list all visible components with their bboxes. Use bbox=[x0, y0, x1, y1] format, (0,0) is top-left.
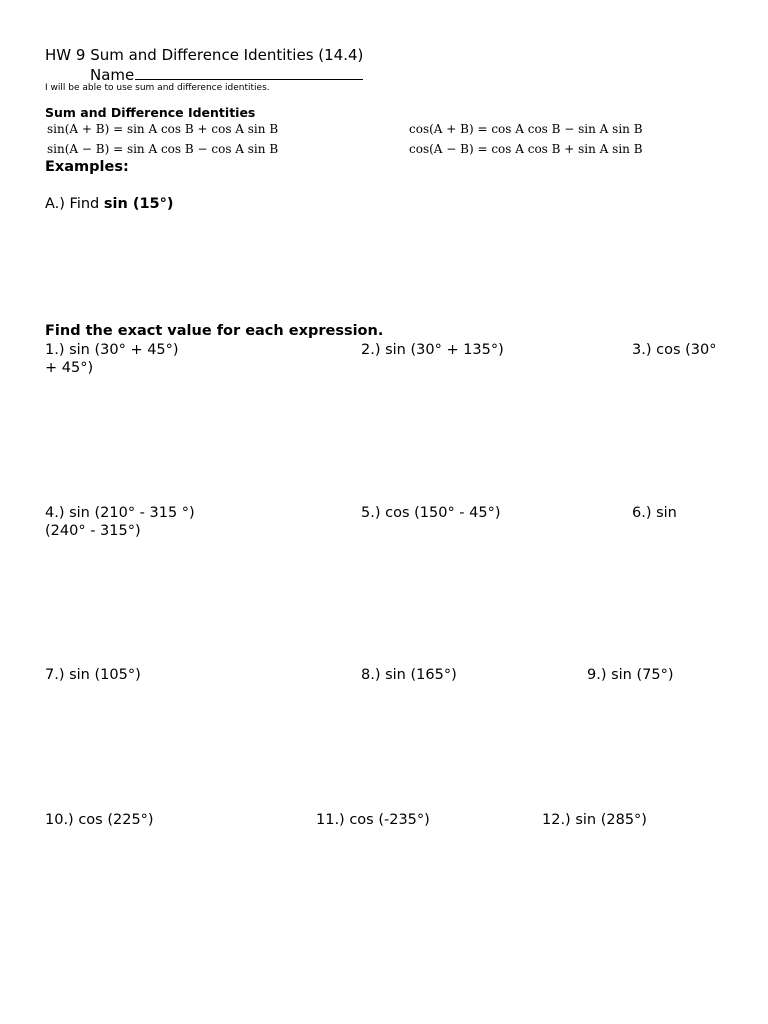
learning-objective: I will be able to use sum and difference identities. bbox=[45, 83, 270, 93]
formula-cos-sum: cos(A + B) = cos A cos B − sin A sin B bbox=[409, 122, 643, 136]
example-a-prefix: A.) Find bbox=[45, 196, 104, 212]
problem-9: 9.) sin (75°) bbox=[587, 667, 674, 683]
name-field[interactable] bbox=[90, 65, 363, 84]
problem-2: 2.) sin (30° + 135°) bbox=[361, 342, 504, 358]
formula-sin-difference: sin(A − B) = sin A cos B − cos A sin B bbox=[47, 142, 279, 156]
example-a bbox=[45, 196, 174, 212]
problem-6-continued: (240° - 315°) bbox=[45, 523, 141, 539]
problem-7: 7.) sin (105°) bbox=[45, 667, 141, 683]
problem-10: 10.) cos (225°) bbox=[45, 812, 154, 828]
formula-sin-sum: sin(A + B) = sin A cos B + cos A sin B bbox=[47, 122, 279, 136]
problem-12: 12.) sin (285°) bbox=[542, 812, 647, 828]
problem-3-line2: + 45°) bbox=[45, 360, 94, 376]
example-a-expression: sin (15°) bbox=[103, 196, 174, 212]
formula-cos-difference: cos(A − B) = cos A cos B + sin A sin B bbox=[409, 142, 643, 156]
problem-6: 6.) sin bbox=[632, 505, 677, 521]
examples-heading: Examples: bbox=[45, 159, 129, 175]
name-label: Name bbox=[90, 66, 135, 84]
worksheet-title: HW 9 Sum and Difference Identities (14.4) bbox=[45, 46, 364, 64]
identities-heading: Sum and Difference Identities bbox=[45, 105, 256, 120]
problem-11: 11.) cos (-235°) bbox=[316, 812, 430, 828]
problem-1: 1.) sin (30° + 45°) bbox=[45, 342, 179, 358]
name-blank-line[interactable] bbox=[135, 65, 363, 80]
problem-8: 8.) sin (165°) bbox=[361, 667, 457, 683]
problems-instructions: Find the exact value for each expression. bbox=[45, 323, 384, 339]
problem-4: 4.) sin (210° - 315 °) bbox=[45, 505, 195, 521]
problem-3-line1: 3.) cos (30° bbox=[632, 342, 717, 358]
problem-5: 5.) cos (150° - 45°) bbox=[361, 505, 501, 521]
